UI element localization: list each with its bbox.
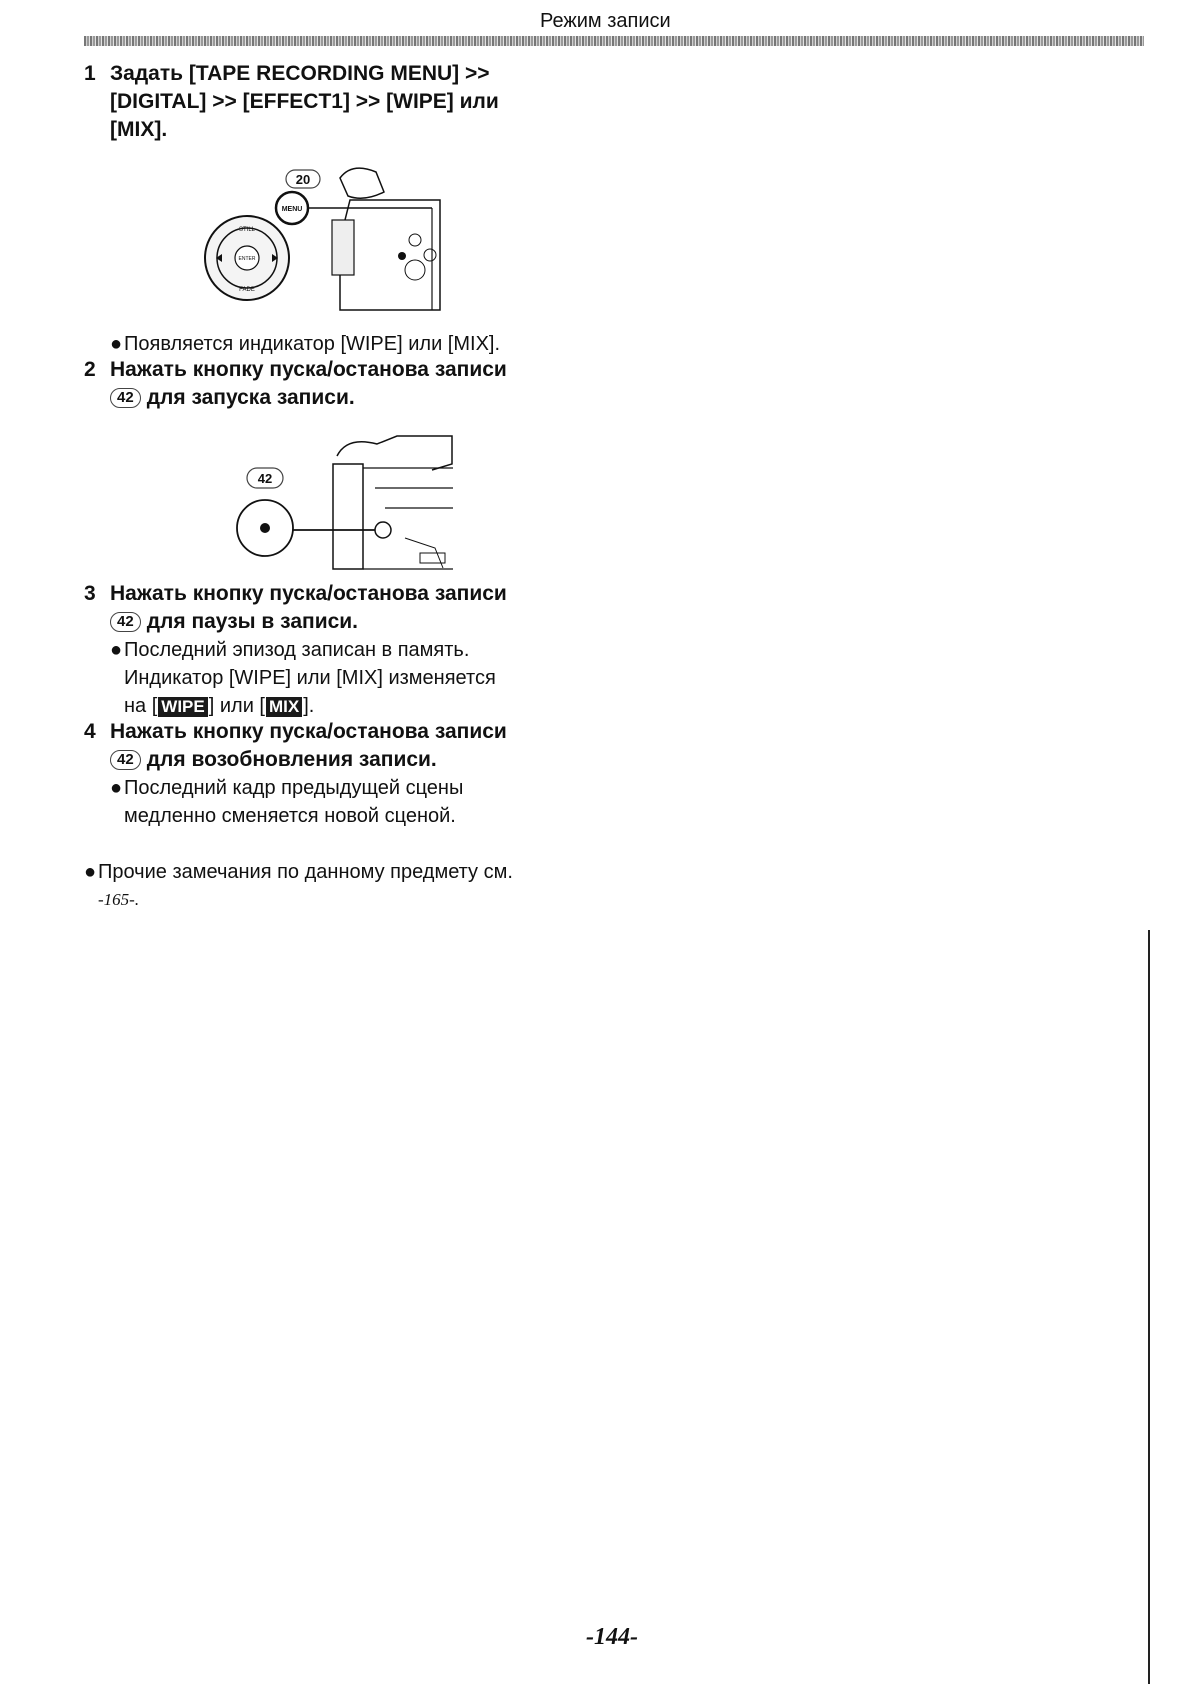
reference-badge: 42 xyxy=(110,750,141,770)
menu-button-illustration xyxy=(200,160,480,315)
reference-badge: 42 xyxy=(110,612,141,632)
step-4 xyxy=(84,718,507,774)
reference-badge: 42 xyxy=(110,388,141,408)
page-reference: -165-. xyxy=(98,890,140,909)
bullet-dot: ● xyxy=(110,333,123,355)
fig1-dial-center: ENTER xyxy=(238,256,256,262)
bullet-text: Последний эпизод записан в память. xyxy=(124,639,470,661)
step-text-line: Нажать кнопку пуска/останова записи xyxy=(110,358,507,381)
bullet-dot: ● xyxy=(110,639,123,661)
step-text-line: Нажать кнопку пуска/останова записи xyxy=(110,720,507,743)
page-header: Режим записи xyxy=(540,10,671,32)
step-3 xyxy=(84,580,507,636)
bullet-text: Появляется индикатор [WIPE] или [MIX]. xyxy=(124,333,501,355)
bullet-text: Последний кадр предыдущей сцены xyxy=(124,777,464,799)
step-number: 3 xyxy=(84,582,96,605)
step-number: 1 xyxy=(84,62,96,85)
record-button-illustration xyxy=(225,428,455,573)
bullet-text: медленно сменяется новой сценой. xyxy=(124,805,456,827)
fig1-menu-label: MENU xyxy=(281,206,303,213)
note-text: Прочие замечания по данному предмету см. xyxy=(98,861,513,883)
step-text-line: Задать [TAPE RECORDING MENU] >> xyxy=(110,62,490,85)
bullet-dot: ● xyxy=(84,861,97,883)
step-text-line: для возобновления записи. xyxy=(146,748,437,771)
step-text-line: [DIGITAL] >> [EFFECT1] >> [WIPE] или xyxy=(110,90,499,113)
bullet-4 xyxy=(110,774,463,830)
step-2 xyxy=(84,356,507,412)
step-text-line: Нажать кнопку пуска/останова записи xyxy=(110,582,507,605)
wipe-indicator-icon: WIPE xyxy=(158,697,207,717)
bullet-dot: ● xyxy=(110,777,123,799)
note xyxy=(84,858,513,886)
bullet-text: Индикатор [WIPE] или [MIX] изменяется xyxy=(124,667,496,689)
step-1 xyxy=(84,60,499,144)
fig1-dial-top: STILL xyxy=(238,227,256,233)
bullet-1 xyxy=(110,330,500,358)
side-rule xyxy=(1148,930,1150,1684)
mix-indicator-icon: MIX xyxy=(266,697,302,717)
step-number: 2 xyxy=(84,358,96,381)
bullet-3: ●Последний эпизод записан в память. Индикатор [WIPE] или [MIX] изменяется на [ WIPE ] или [ MIX ]. xyxy=(110,636,496,720)
fig1-ref-label: 20 xyxy=(295,172,311,187)
fig1-dial-bottom: FADE xyxy=(239,287,255,293)
step-number: 4 xyxy=(84,720,96,743)
page-number: -144- xyxy=(586,1624,638,1650)
step-text-line: для запуска записи. xyxy=(146,386,355,409)
header-rule xyxy=(84,36,1144,46)
step-text-line: [MIX]. xyxy=(110,118,168,141)
step-text-line: для паузы в записи. xyxy=(146,610,359,633)
fig2-ref-label: 42 xyxy=(257,471,273,486)
